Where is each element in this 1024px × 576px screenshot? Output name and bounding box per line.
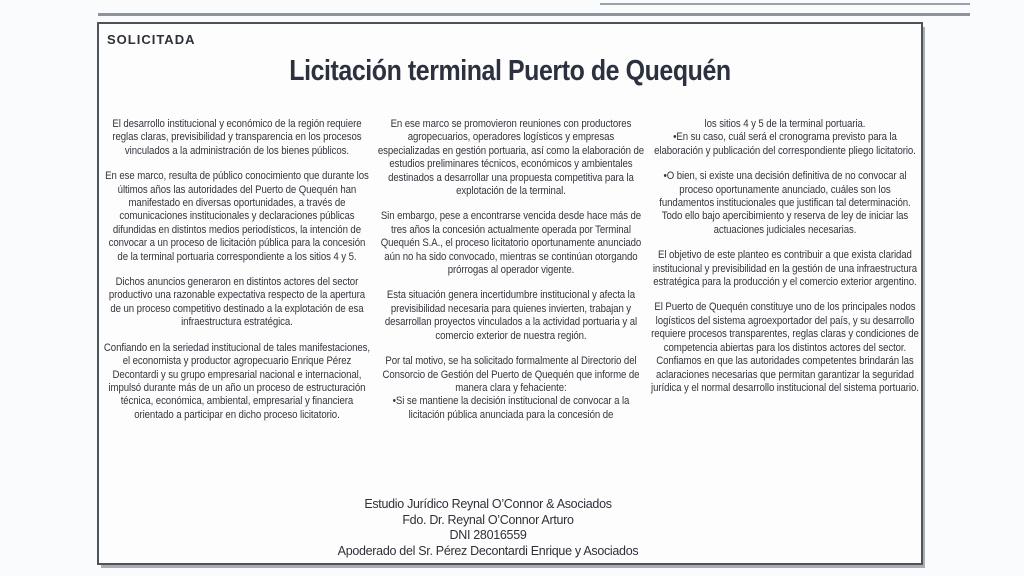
paragraph: Dichos anuncios generaron en distintos actores del sector productivo una razonable expectativa respecto de la apertura de un proceso competitivo destinado a la explotación de esa infraestructura estratégica. (108, 276, 366, 329)
page-rule-top (98, 13, 970, 16)
paragraph: En ese marco, resulta de público conocimiento que durante los últimos años las autoridades del Puerto de Quequén han manifestado en diversas oportunidades, a través de comunicaciones institucionales y declaraciones públicas difundidas en distintos medios periodísticos, la intención de convocar a un proceso de licitación pública para la concesión de la terminal portuaria correspondiente a los sitios 4 y 5. (105, 170, 369, 263)
paragraph-bullet: •O bien, si existe una decisión definitiva de no convocar al proceso oportunamente anunciado, cuáles son los fundamentos institucionales que justifican tal determinación. (659, 170, 911, 210)
signature-role: Apoderado del Sr. Pérez Decontardi Enrique y Asociados (337, 543, 639, 558)
signature-signer: Fdo. Dr. Reynal O’Connor Arturo (402, 512, 574, 527)
paragraph: Confiamos en que las autoridades competentes brindarán las aclaraciones necesarias que permitan garantizar la seguridad jurídica y el normal desarrollo institucional del sistema portuario. (651, 355, 919, 394)
paragraph: los sitios 4 y 5 de la terminal portuaria. (704, 118, 866, 130)
signature-dni: DNI 28016559 (449, 528, 527, 542)
paragraph: Esta situación genera incertidumbre institucional y afecta la previsibilidad necesaria para quienes invierten, trabajan y desarrollan proyectos vinculados a la actividad portuaria y al comercio exterior de nuestra región. (384, 289, 638, 342)
paragraph: El objetivo de este planteo es contribuir a que exista claridad institucional y previsibilidad en la gestión de una infraestructura estratégica para la producción y el comercio exterior argentino. (652, 249, 918, 289)
text-column-1 (103, 118, 371, 422)
page-rule-top-short (600, 3, 970, 5)
paragraph: Sin embargo, pese a encontrarse vencida desde hace más de tres años la concesión actualmente operada por Terminal Quequén S.A., el proceso licitatorio oportunamente anunciado aún no ha sido convocado, mientras se continúan otorgando prórrogas al operador vigente. (380, 210, 642, 277)
paragraph-bullet: •Si se mantiene la decisión institucional de convocar a la licitación pública anunciada para la concesión de (392, 395, 630, 421)
kicker-label: SOLICITADA (107, 32, 196, 47)
signature-block (99, 497, 877, 559)
paragraph: En ese marco se promovieron reuniones con productores agropecuarios, operadores logísticos y empresas especializadas en gestión portuaria, así como la elaboración de estudios preliminares técnicos, económicos y ambientales destinados a desarrollar una propuesta competitiva para la explotación de la terminal. (377, 118, 645, 198)
text-column-3 (651, 118, 919, 395)
paragraph: El Puerto de Quequén constituye uno de los principales nodos logísticos del sistema agroexportador del país, y su desarrollo requiere procesos transparentes, reglas claras y condiciones de competencia abiertas para los distintos actores del sector. (651, 301, 919, 354)
paragraph-bullet: •En su caso, cuál será el cronograma previsto para la elaboración y publicación del correspondiente pliego licitatorio. (654, 131, 916, 157)
solicitada-notice-box (97, 22, 923, 565)
paragraph: El desarrollo institucional y económico de la región requiere reglas claras, previsibilidad y transparencia en los procesos vinculados a la administración de los bienes públicos. (112, 118, 362, 157)
paragraph: Por tal motivo, se ha solicitado formalmente al Directorio del Consorcio de Gestión del Puerto de Quequén que informe de manera clara y fehaciente: (382, 355, 640, 394)
notice-title: Licitación terminal Puerto de Quequén (289, 55, 731, 87)
paragraph: Confiando en la seriedad institucional de tales manifestaciones, el economista y productor agropecuario Enrique Pérez Decontardi y su grupo empresarial nacional e internacional, impulsó durante más de un año un proceso de estructuración técnica, económica, ambiental, empresarial y financiera orientado a participar en dicho proceso licitatorio. (103, 341, 370, 421)
text-column-2 (377, 118, 645, 422)
signature-firm: Estudio Jurídico Reynal O’Connor & Asociados (364, 497, 612, 511)
paragraph: Todo ello bajo apercibimiento y reserva de ley de iniciar las actuaciones judiciales necesarias. (661, 210, 909, 236)
